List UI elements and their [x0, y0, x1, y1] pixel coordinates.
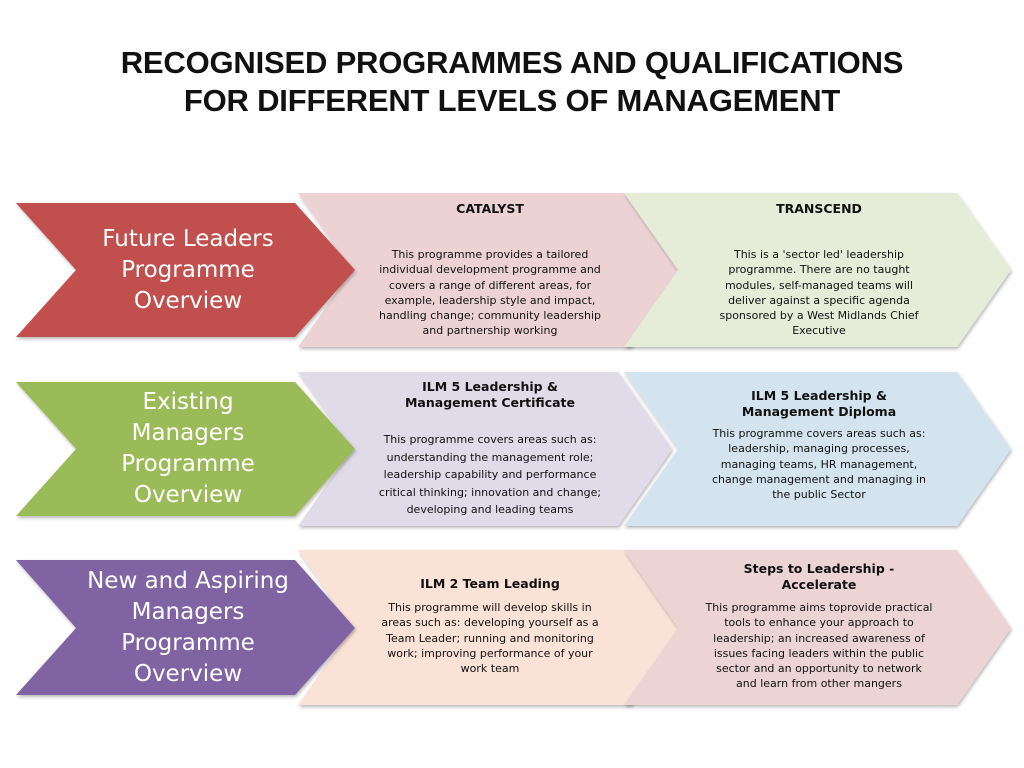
programme-heading: CATALYST	[456, 201, 524, 216]
programme-description: This programme covers areas such as: understanding the management role; leadership capability and performance critical thinking; innovation and change; developing and leading teams	[378, 433, 602, 516]
programme-description: This is a 'sector led' leadership programme. There are no taught modules, self-managed teams will deliver against a specific agenda sponsored by a West Midlands Chief Executive	[719, 248, 919, 338]
programme-description: This programme will develop skills in areas such as: developing yourself as a Team Leader; running and monitoring work; improving performance of your work team	[381, 601, 599, 676]
ilm2-box	[374, 576, 606, 676]
title-line-2: FOR DIFFERENT LEVELS OF MANAGEMENT	[183, 83, 841, 118]
programme-description: This programme provides a tailored individual development programme and covers a range of different areas, for example, leadership style and impact, handling change; community leadership and partnership working	[378, 248, 602, 338]
steps-to-leadership-box	[705, 561, 933, 692]
ilm5-diploma-box	[705, 388, 933, 502]
transcend-box	[705, 201, 933, 339]
programme-description: This programme aims toprovide practical tools to enhance your approach to leadership; an increased awareness of issues facing leaders within the public sector and an opportunity to network and learn from other mangers	[705, 601, 933, 691]
programme-description: This programme covers areas such as: leadership, managing processes, managing teams, HR management, change management and managing in the public Sector	[711, 427, 927, 502]
ilm5-certificate-box	[374, 379, 606, 519]
programme-heading: ILM 2 Team Leading	[420, 576, 560, 591]
programme-heading: ILM 5 Leadership & Management Certificate	[404, 379, 575, 410]
programme-heading: ILM 5 Leadership & Management Diploma	[741, 388, 897, 419]
new-aspiring-managers-label: New and Aspiring Managers Programme Overview	[87, 567, 289, 687]
future-leaders-label: Future Leaders Programme Overview	[102, 225, 274, 314]
programme-heading: Steps to Leadership - Accelerate	[743, 561, 895, 592]
programme-heading: TRANSCEND	[776, 201, 862, 216]
existing-managers-label: Existing Managers Programme Overview	[121, 389, 255, 508]
title-line-1: RECOGNISED PROGRAMMES AND QUALIFICATIONS	[120, 45, 904, 80]
catalyst-box	[374, 201, 606, 339]
